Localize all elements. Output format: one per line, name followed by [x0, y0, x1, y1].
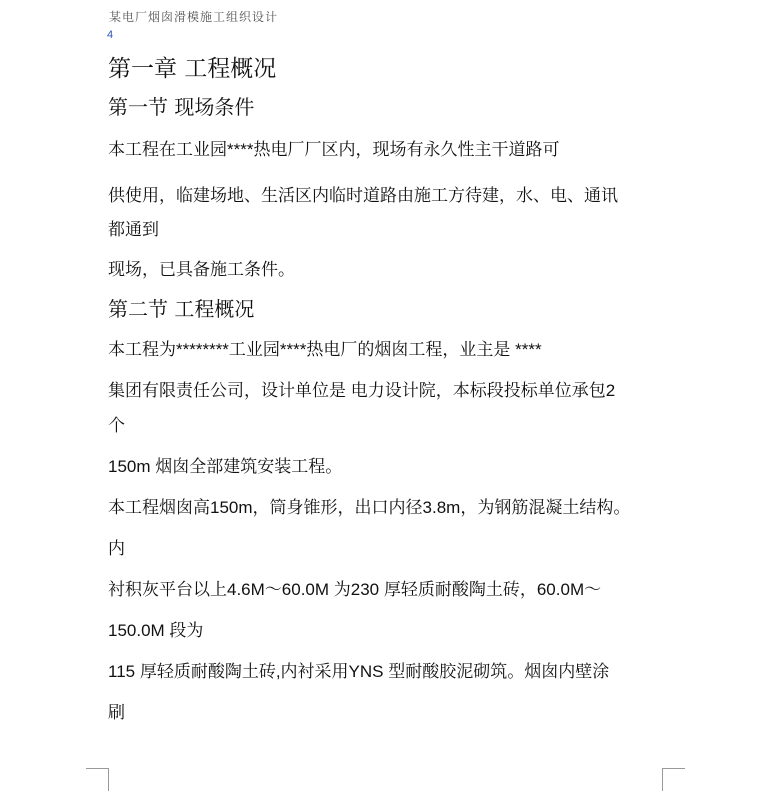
- section-title-site-conditions: 第一节 现场条件: [108, 95, 255, 119]
- paragraph-line: 个: [108, 416, 125, 435]
- paragraph-line: 115 厚轻质耐酸陶土砖,内衬采用YNS 型耐酸胶泥砌筑。烟囱内壁涂: [108, 662, 610, 681]
- page-number: 4: [107, 29, 114, 41]
- paragraph-line: 现场，已具备施工条件。: [108, 260, 295, 279]
- paragraph-line: 刷: [108, 703, 125, 722]
- paragraph-line: 本工程为********工业园****热电厂的烟囱工程，业主是 ****: [108, 340, 542, 359]
- page-corner-mark-right: [662, 768, 685, 791]
- chapter-title: 第一章 工程概况: [108, 56, 277, 82]
- running-header: 某电厂烟囱滑模施工组织设计: [109, 10, 279, 24]
- paragraph-line: 集团有限责任公司，设计单位是 电力设计院，本标段投标单位承包2: [108, 381, 616, 400]
- paragraph-line: 供使用，临建场地、生活区内临时道路由施工方待建，水、电、通讯: [108, 186, 618, 205]
- paragraph-line: 150.0M 段为: [108, 621, 204, 640]
- section-title-project-overview: 第二节 工程概况: [108, 297, 255, 321]
- paragraph-line: 150m 烟囱全部建筑安装工程。: [108, 457, 343, 476]
- document-body: [108, 50, 668, 725]
- paragraph-line: 都通到: [108, 220, 159, 239]
- paragraph-line: 衬积灰平台以上4.6M～60.0M 为230 厚轻质耐酸陶土砖，60.0M～: [108, 580, 602, 599]
- page-corner-mark-left: [86, 768, 109, 791]
- paragraph-line: 本工程在工业园****热电厂厂区内，现场有永久性主干道路可: [108, 140, 560, 159]
- paragraph-line: 本工程烟囱高150m，筒身锥形，出口内径3.8m，为钢筋混凝土结构。: [108, 498, 631, 517]
- paragraph-line: 内: [108, 539, 125, 558]
